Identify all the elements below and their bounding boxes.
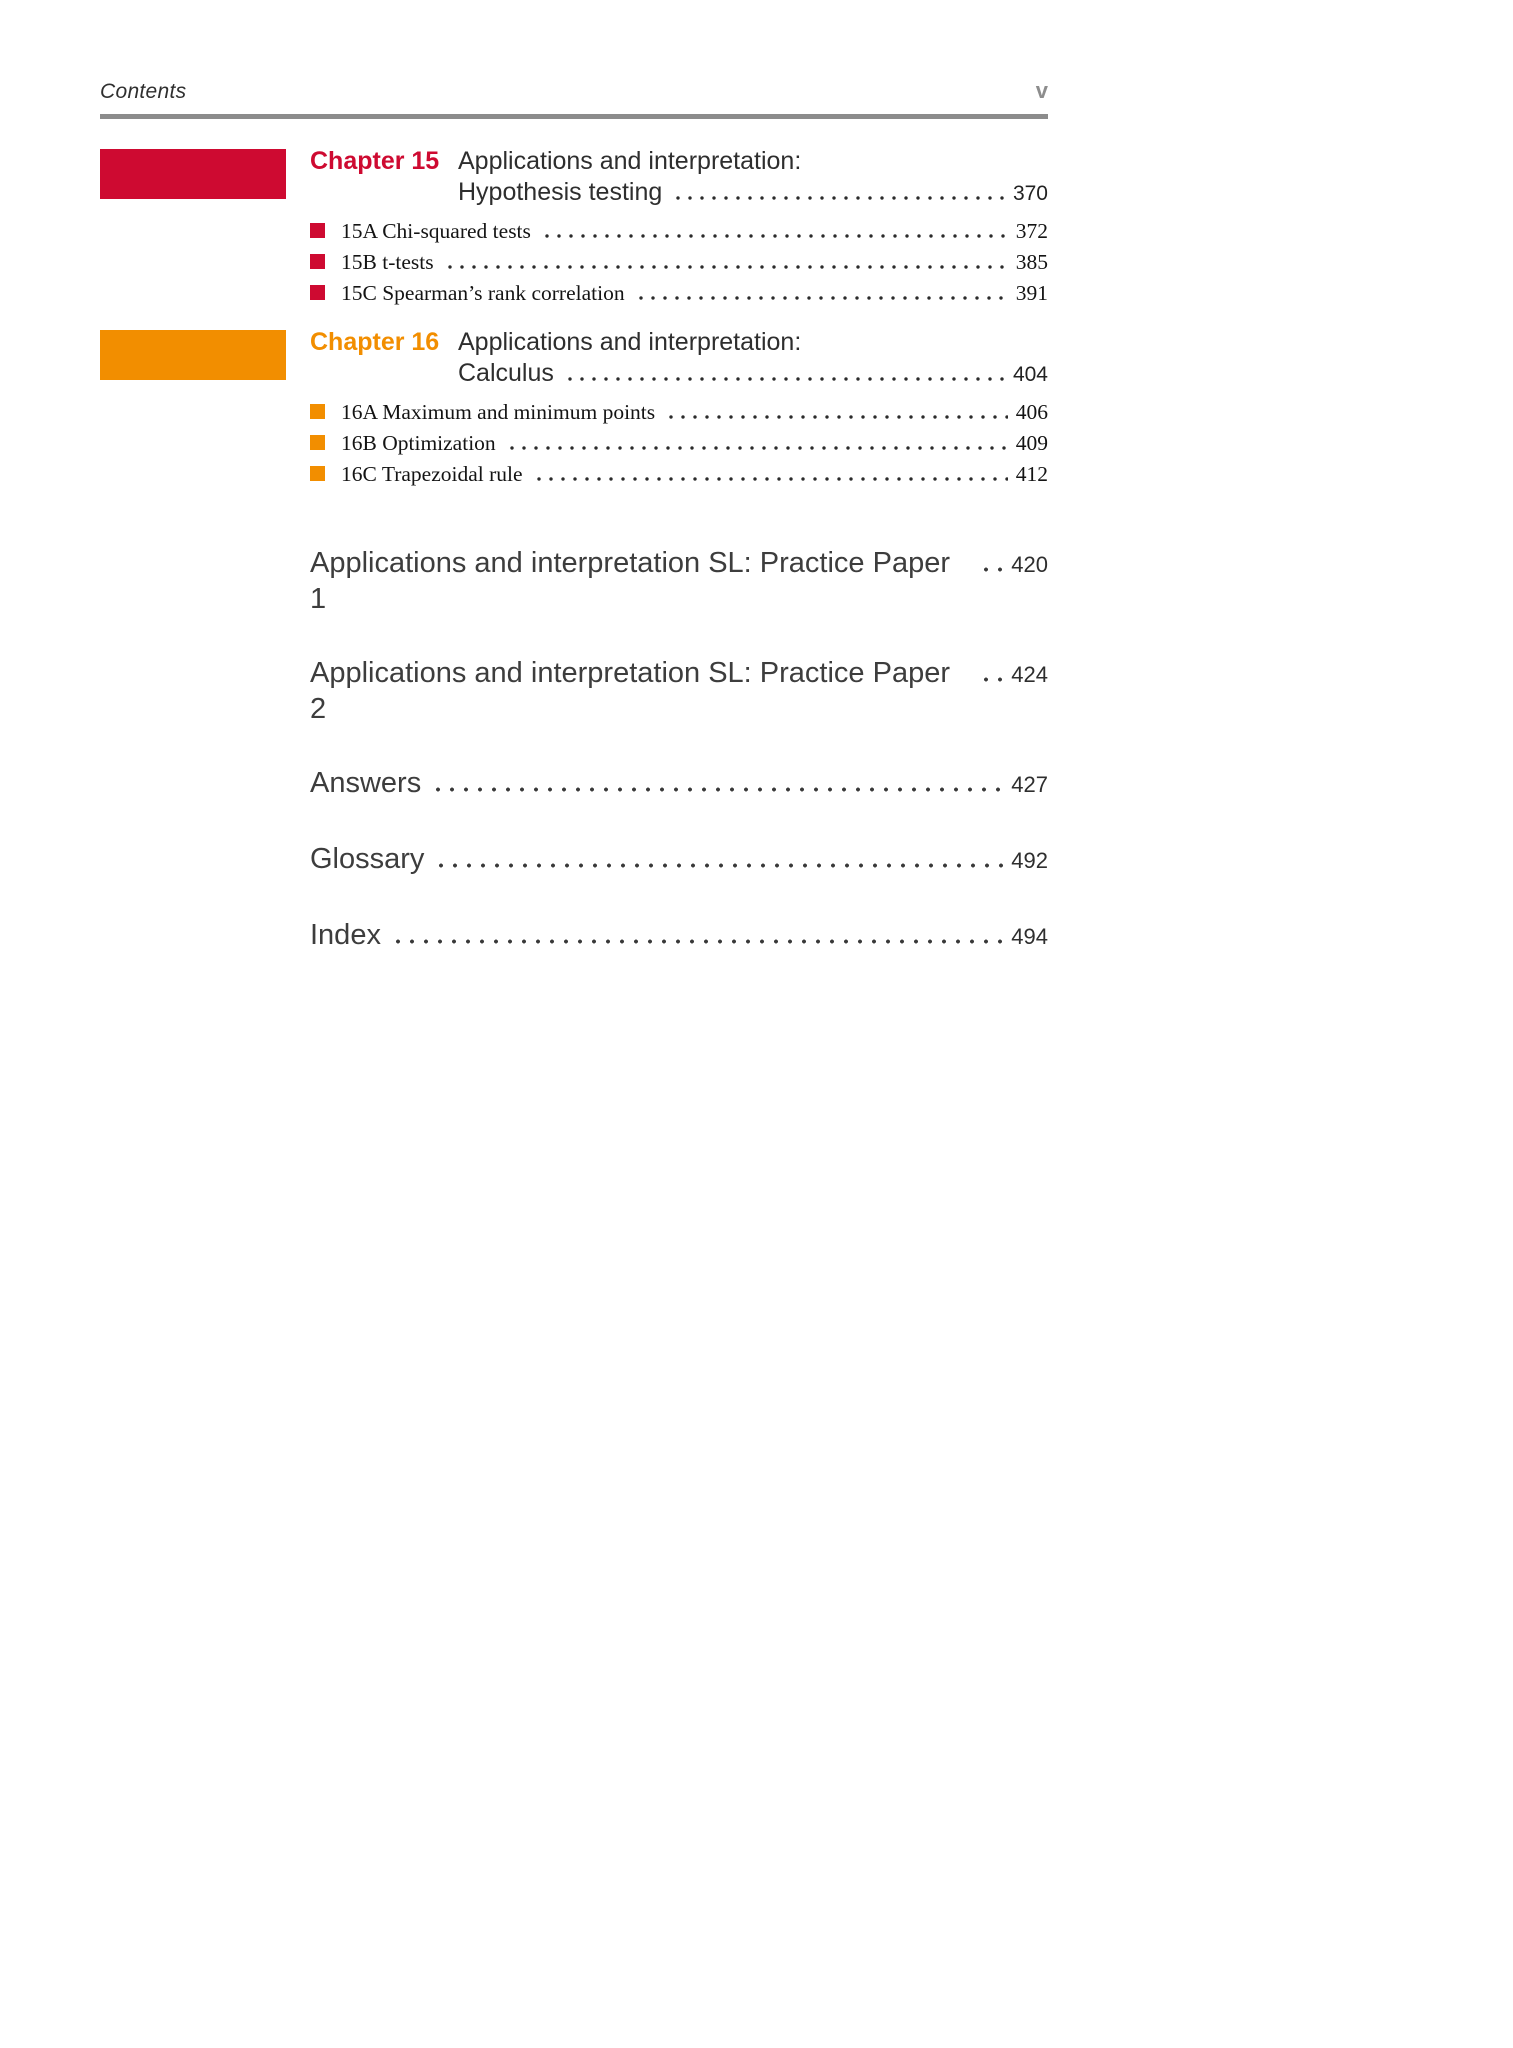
backmatter-label: Applications and interpretation SL: Practice Paper 2 [310, 657, 950, 725]
backmatter-label: Answers [310, 767, 422, 799]
chapter-15-title-line2-row [458, 177, 1048, 209]
dotted-leader [444, 251, 1008, 269]
chapter-15-sections [310, 216, 1048, 309]
backmatter-page-number: 420 [1011, 552, 1048, 577]
chapter-15-block [100, 146, 1048, 309]
contents-content [100, 78, 1048, 955]
header-rule [100, 114, 1048, 119]
backmatter-row [310, 655, 1048, 727]
backmatter-row [310, 917, 1048, 955]
square-bullet-icon [310, 223, 325, 238]
dotted-leader [564, 361, 1005, 382]
section-page-number: 412 [1015, 462, 1048, 486]
section-page-number: 385 [1015, 250, 1048, 274]
backmatter-page-number: 424 [1011, 662, 1048, 687]
section-label: 15B t-tests [341, 250, 434, 274]
backmatter-page-number: 492 [1011, 848, 1048, 873]
dotted-leader [541, 220, 1008, 238]
chapter-16-title-line2: Calculus [458, 359, 554, 387]
chapter-15-head [310, 146, 1048, 209]
section-row [310, 247, 1048, 278]
section-label: 16A Maximum and minimum points [341, 400, 656, 424]
dotted-leader [434, 844, 1003, 868]
backmatter-page-number: 427 [1011, 772, 1048, 797]
chapter-16-title [458, 327, 1048, 390]
backmatter-label: Applications and interpretation SL: Practice Paper 1 [310, 547, 950, 615]
chapter-15-title-line1: Applications and interpretation: [458, 147, 802, 175]
chapter-15-page-number: 370 [1012, 182, 1048, 205]
chapter-16-page-number: 404 [1012, 363, 1048, 386]
section-row [310, 278, 1048, 309]
section-page-number: 391 [1015, 281, 1048, 305]
chapter-16-color-band [100, 330, 286, 380]
dotted-leader [635, 282, 1008, 300]
section-label: 15C Spearman’s rank correlation [341, 281, 625, 305]
section-page-number: 372 [1015, 219, 1048, 243]
section-row [310, 397, 1048, 428]
chapter-16-body [310, 327, 1048, 490]
chapter-16-head [310, 327, 1048, 390]
chapter-16-title-line1: Applications and interpretation: [458, 328, 802, 356]
square-bullet-icon [310, 466, 325, 481]
dotted-leader [665, 401, 1008, 419]
dotted-leader [979, 548, 1003, 572]
section-label: 15A Chi-squared tests [341, 219, 531, 243]
chapter-15-body [310, 146, 1048, 309]
backmatter-row [310, 841, 1048, 879]
section-row [310, 459, 1048, 490]
chapter-16-title-line2-row [458, 358, 1048, 390]
chapter-15-color-band [100, 149, 286, 199]
square-bullet-icon [310, 435, 325, 450]
backmatter-label: Glossary [310, 843, 425, 875]
section-page-number: 409 [1015, 431, 1048, 455]
chapter-16-number-label: Chapter 16 [310, 328, 440, 356]
square-bullet-icon [310, 285, 325, 300]
dotted-leader [979, 658, 1003, 682]
section-row [310, 216, 1048, 247]
running-header [100, 78, 1048, 104]
backmatter-row [310, 545, 1048, 617]
contents-heading: Contents [100, 80, 187, 103]
dotted-leader [391, 920, 1003, 944]
chapter-16-sections [310, 397, 1048, 490]
dotted-leader [533, 463, 1008, 481]
chapter-16-block [100, 327, 1048, 490]
section-page-number: 406 [1015, 400, 1048, 424]
backmatter-row [310, 765, 1048, 803]
section-label: 16B Optimization [341, 431, 496, 455]
square-bullet-icon [310, 254, 325, 269]
back-matter-list [310, 545, 1048, 955]
dotted-leader [431, 768, 1003, 792]
chapter-15-title [458, 146, 1048, 209]
section-label: 16C Trapezoidal rule [341, 462, 523, 486]
square-bullet-icon [310, 404, 325, 419]
section-row [310, 428, 1048, 459]
dotted-leader [672, 180, 1005, 201]
chapter-15-number-label: Chapter 15 [310, 147, 440, 175]
backmatter-page-number: 494 [1011, 924, 1048, 949]
chapter-15-title-line2: Hypothesis testing [458, 178, 663, 206]
backmatter-label: Index [310, 919, 381, 951]
dotted-leader [506, 432, 1008, 450]
page-roman-numeral: v [1035, 78, 1048, 103]
